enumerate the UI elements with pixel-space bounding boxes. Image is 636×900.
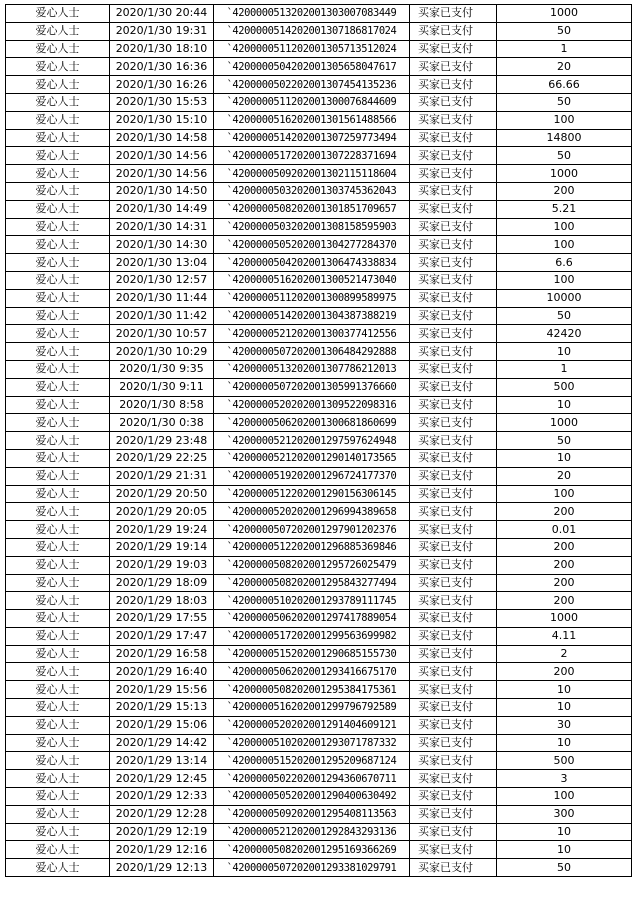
amount-cell: 1000 [497,610,632,628]
payment-time-cell: 2020/1/29 19:03 [110,556,214,574]
donor-name-cell: 爱心人士 [6,289,110,307]
table-row [6,111,632,129]
amount-cell: 20 [497,58,632,76]
amount-cell: 300 [497,805,632,823]
payment-status-cell: 买家已支付 [410,770,497,788]
payment-time-cell: 2020/1/30 14:50 [110,182,214,200]
payment-status-cell: 买家已支付 [410,147,497,165]
payment-status-cell: 买家已支付 [410,752,497,770]
amount-cell: 200 [497,556,632,574]
amount-cell: 50 [497,93,632,111]
amount-cell: 4.11 [497,627,632,645]
amount-cell: 100 [497,788,632,806]
donor-name-cell: 爱心人士 [6,111,110,129]
donor-name-cell: 爱心人士 [6,770,110,788]
payment-time-cell: 2020/1/30 14:58 [110,129,214,147]
table-row [6,200,632,218]
table-row [6,859,632,877]
payment-status-cell: 买家已支付 [410,699,497,717]
donor-name-cell: 爱心人士 [6,76,110,94]
table-row [6,556,632,574]
order-number-cell: `4200000508202001295843277494 [214,574,410,592]
payment-status-cell: 买家已支付 [410,841,497,859]
payment-time-cell: 2020/1/30 13:04 [110,254,214,272]
amount-cell: 50 [497,859,632,877]
order-number-cell: `4200000521202001300377412556 [214,325,410,343]
table-row [6,467,632,485]
order-number-cell: `4200000511202001305713512024 [214,40,410,58]
donor-name-cell: 爱心人士 [6,200,110,218]
donor-name-cell: 爱心人士 [6,841,110,859]
payment-time-cell: 2020/1/30 19:31 [110,22,214,40]
payment-time-cell: 2020/1/30 14:30 [110,236,214,254]
order-number-cell: `4200000513202001303007083449 [214,5,410,23]
order-number-cell: `4200000505202001304277284370 [214,236,410,254]
donor-name-cell: 爱心人士 [6,752,110,770]
payment-status-cell: 买家已支付 [410,432,497,450]
payment-status-cell: 买家已支付 [410,805,497,823]
table-row [6,378,632,396]
amount-cell: 10 [497,699,632,717]
amount-cell: 50 [497,432,632,450]
donor-name-cell: 爱心人士 [6,129,110,147]
payment-status-cell: 买家已支付 [410,182,497,200]
amount-cell: 50 [497,307,632,325]
donor-name-cell: 爱心人士 [6,22,110,40]
donor-name-cell: 爱心人士 [6,592,110,610]
order-number-cell: `4200000508202001295726025479 [214,556,410,574]
amount-cell: 10000 [497,289,632,307]
order-number-cell: `4200000515202001295209687124 [214,752,410,770]
payment-status-cell: 买家已支付 [410,538,497,556]
order-number-cell: `4200000508202001295169366269 [214,841,410,859]
table-row [6,147,632,165]
donor-name-cell: 爱心人士 [6,360,110,378]
payment-time-cell: 2020/1/30 10:29 [110,343,214,361]
donor-name-cell: 爱心人士 [6,343,110,361]
payment-time-cell: 2020/1/30 18:10 [110,40,214,58]
order-number-cell: `4200000517202001299563699982 [214,627,410,645]
payment-status-cell: 买家已支付 [410,449,497,467]
table-row [6,788,632,806]
payment-time-cell: 2020/1/29 17:47 [110,627,214,645]
amount-cell: 50 [497,147,632,165]
amount-cell: 1000 [497,414,632,432]
donor-name-cell: 爱心人士 [6,610,110,628]
donor-name-cell: 爱心人士 [6,699,110,717]
table-row [6,93,632,111]
donor-name-cell: 爱心人士 [6,5,110,23]
payment-status-cell: 买家已支付 [410,556,497,574]
payment-time-cell: 2020/1/29 20:50 [110,485,214,503]
payment-status-cell: 买家已支付 [410,859,497,877]
payment-status-cell: 买家已支付 [410,467,497,485]
table-row [6,218,632,236]
amount-cell: 42420 [497,325,632,343]
payment-status-cell: 买家已支付 [410,734,497,752]
donor-name-cell: 爱心人士 [6,645,110,663]
amount-cell: 50 [497,22,632,40]
amount-cell: 100 [497,271,632,289]
table-row [6,716,632,734]
order-number-cell: `4200000514202001307186817024 [214,22,410,40]
table-row [6,76,632,94]
payment-status-cell: 买家已支付 [410,165,497,183]
payment-time-cell: 2020/1/29 12:19 [110,823,214,841]
payment-status-cell: 买家已支付 [410,378,497,396]
payment-time-cell: 2020/1/29 12:28 [110,805,214,823]
payment-time-cell: 2020/1/29 13:14 [110,752,214,770]
order-number-cell: `4200000505202001290400630492 [214,788,410,806]
payment-status-cell: 买家已支付 [410,76,497,94]
payment-time-cell: 2020/1/30 16:36 [110,58,214,76]
payment-status-cell: 买家已支付 [410,218,497,236]
table-row [6,360,632,378]
payment-status-cell: 买家已支付 [410,236,497,254]
amount-cell: 500 [497,378,632,396]
payment-status-cell: 买家已支付 [410,663,497,681]
donor-name-cell: 爱心人士 [6,627,110,645]
order-number-cell: `4200000508202001295384175361 [214,681,410,699]
table-row [6,129,632,147]
payment-status-cell: 买家已支付 [410,93,497,111]
amount-cell: 10 [497,823,632,841]
donor-name-cell: 爱心人士 [6,325,110,343]
amount-cell: 200 [497,182,632,200]
payment-time-cell: 2020/1/29 18:09 [110,574,214,592]
payment-time-cell: 2020/1/30 20:44 [110,5,214,23]
amount-cell: 30 [497,716,632,734]
payment-status-cell: 买家已支付 [410,58,497,76]
order-number-cell: `4200000510202001293789111745 [214,592,410,610]
table-row [6,574,632,592]
order-number-cell: `4200000514202001307259773494 [214,129,410,147]
payment-time-cell: 2020/1/30 14:56 [110,165,214,183]
amount-cell: 3 [497,770,632,788]
order-number-cell: `4200000509202001302115118604 [214,165,410,183]
payment-status-cell: 买家已支付 [410,200,497,218]
table-row [6,165,632,183]
payment-time-cell: 2020/1/29 22:25 [110,449,214,467]
amount-cell: 1000 [497,5,632,23]
amount-cell: 10 [497,681,632,699]
table-row [6,699,632,717]
donor-name-cell: 爱心人士 [6,58,110,76]
donor-name-cell: 爱心人士 [6,396,110,414]
payment-time-cell: 2020/1/30 0:38 [110,414,214,432]
payment-time-cell: 2020/1/30 16:26 [110,76,214,94]
donor-name-cell: 爱心人士 [6,271,110,289]
payment-time-cell: 2020/1/29 21:31 [110,467,214,485]
payment-time-cell: 2020/1/29 19:24 [110,521,214,539]
order-number-cell: `4200000506202001293416675170 [214,663,410,681]
donor-name-cell: 爱心人士 [6,307,110,325]
amount-cell: 1 [497,360,632,378]
donation-records-table [5,4,632,877]
payment-time-cell: 2020/1/30 14:49 [110,200,214,218]
order-number-cell: `4200000521202001292843293136 [214,823,410,841]
table-row [6,449,632,467]
table-row [6,841,632,859]
donor-name-cell: 爱心人士 [6,859,110,877]
payment-status-cell: 买家已支付 [410,111,497,129]
amount-cell: 10 [497,841,632,859]
payment-time-cell: 2020/1/30 11:42 [110,307,214,325]
table-row [6,681,632,699]
payment-time-cell: 2020/1/29 15:56 [110,681,214,699]
donor-name-cell: 爱心人士 [6,414,110,432]
donor-name-cell: 爱心人士 [6,521,110,539]
order-number-cell: `4200000507202001305991376660 [214,378,410,396]
amount-cell: 10 [497,396,632,414]
amount-cell: 0.01 [497,521,632,539]
table-row [6,752,632,770]
table-row [6,22,632,40]
order-number-cell: `4200000517202001307228371694 [214,147,410,165]
table-body [6,5,632,877]
table-row [6,627,632,645]
payment-time-cell: 2020/1/30 14:56 [110,147,214,165]
table-row [6,182,632,200]
payment-status-cell: 买家已支付 [410,396,497,414]
payment-status-cell: 买家已支付 [410,325,497,343]
payment-time-cell: 2020/1/29 17:55 [110,610,214,628]
order-number-cell: `4200000521202001290140173565 [214,449,410,467]
table-row [6,823,632,841]
order-number-cell: `4200000520202001309522098316 [214,396,410,414]
order-number-cell: `4200000520202001291404609121 [214,716,410,734]
payment-time-cell: 2020/1/29 12:45 [110,770,214,788]
donor-name-cell: 爱心人士 [6,165,110,183]
payment-time-cell: 2020/1/30 12:57 [110,271,214,289]
order-number-cell: `4200000520202001296994389658 [214,503,410,521]
amount-cell: 200 [497,592,632,610]
order-number-cell: `4200000516202001299796792589 [214,699,410,717]
payment-status-cell: 买家已支付 [410,574,497,592]
amount-cell: 200 [497,538,632,556]
table-row [6,414,632,432]
order-number-cell: `4200000503202001303745362043 [214,182,410,200]
payment-status-cell: 买家已支付 [410,592,497,610]
payment-time-cell: 2020/1/30 9:11 [110,378,214,396]
order-number-cell: `4200000511202001300899589975 [214,289,410,307]
payment-time-cell: 2020/1/29 18:03 [110,592,214,610]
order-number-cell: `4200000516202001301561488566 [214,111,410,129]
payment-status-cell: 买家已支付 [410,40,497,58]
table-row [6,40,632,58]
amount-cell: 200 [497,663,632,681]
order-number-cell: `4200000506202001300681860699 [214,414,410,432]
amount-cell: 2 [497,645,632,663]
amount-cell: 5.21 [497,200,632,218]
payment-status-cell: 买家已支付 [410,610,497,628]
donor-name-cell: 爱心人士 [6,788,110,806]
table-row [6,58,632,76]
payment-status-cell: 买家已支付 [410,645,497,663]
payment-status-cell: 买家已支付 [410,414,497,432]
table-row [6,343,632,361]
donor-name-cell: 爱心人士 [6,663,110,681]
order-number-cell: `4200000512202001296885369846 [214,538,410,556]
order-number-cell: `4200000511202001300076844609 [214,93,410,111]
table-row [6,325,632,343]
payment-status-cell: 买家已支付 [410,343,497,361]
donor-name-cell: 爱心人士 [6,93,110,111]
table-row [6,5,632,23]
amount-cell: 1 [497,40,632,58]
order-number-cell: `4200000515202001290685155730 [214,645,410,663]
order-number-cell: `4200000516202001300521473040 [214,271,410,289]
donor-name-cell: 爱心人士 [6,236,110,254]
order-number-cell: `4200000502202001294360670711 [214,770,410,788]
table-row [6,770,632,788]
payment-time-cell: 2020/1/30 14:31 [110,218,214,236]
order-number-cell: `4200000510202001293071787332 [214,734,410,752]
payment-status-cell: 买家已支付 [410,289,497,307]
table-row [6,805,632,823]
payment-time-cell: 2020/1/29 12:16 [110,841,214,859]
donor-name-cell: 爱心人士 [6,716,110,734]
table-row [6,396,632,414]
table-row [6,236,632,254]
amount-cell: 10 [497,449,632,467]
table-row [6,734,632,752]
donor-name-cell: 爱心人士 [6,218,110,236]
donor-name-cell: 爱心人士 [6,681,110,699]
order-number-cell: `4200000512202001290156306145 [214,485,410,503]
table-row [6,521,632,539]
table-row [6,271,632,289]
order-number-cell: `4200000507202001306484292888 [214,343,410,361]
payment-status-cell: 买家已支付 [410,271,497,289]
amount-cell: 6.6 [497,254,632,272]
order-number-cell: `4200000519202001296724177370 [214,467,410,485]
order-number-cell: `4200000509202001295408113563 [214,805,410,823]
donor-name-cell: 爱心人士 [6,147,110,165]
amount-cell: 100 [497,485,632,503]
payment-time-cell: 2020/1/30 15:10 [110,111,214,129]
amount-cell: 200 [497,574,632,592]
payment-status-cell: 买家已支付 [410,485,497,503]
donor-name-cell: 爱心人士 [6,467,110,485]
table-row [6,663,632,681]
order-number-cell: `4200000506202001297417889054 [214,610,410,628]
table-row [6,592,632,610]
table-row [6,610,632,628]
payment-time-cell: 2020/1/29 23:48 [110,432,214,450]
payment-status-cell: 买家已支付 [410,254,497,272]
order-number-cell: `4200000507202001297901202376 [214,521,410,539]
payment-status-cell: 买家已支付 [410,22,497,40]
payment-status-cell: 买家已支付 [410,788,497,806]
payment-time-cell: 2020/1/29 14:42 [110,734,214,752]
order-number-cell: `4200000513202001307786212013 [214,360,410,378]
donor-name-cell: 爱心人士 [6,485,110,503]
table-row [6,307,632,325]
order-number-cell: `4200000504202001306474338834 [214,254,410,272]
amount-cell: 20 [497,467,632,485]
order-number-cell: `4200000521202001297597624948 [214,432,410,450]
donor-name-cell: 爱心人士 [6,823,110,841]
table-row [6,432,632,450]
donor-name-cell: 爱心人士 [6,432,110,450]
table-row [6,485,632,503]
donor-name-cell: 爱心人士 [6,574,110,592]
amount-cell: 66.66 [497,76,632,94]
order-number-cell: `4200000502202001307454135236 [214,76,410,94]
table-row [6,538,632,556]
payment-status-cell: 买家已支付 [410,307,497,325]
order-number-cell: `4200000504202001305658047617 [214,58,410,76]
amount-cell: 10 [497,343,632,361]
donor-name-cell: 爱心人士 [6,378,110,396]
payment-status-cell: 买家已支付 [410,681,497,699]
payment-time-cell: 2020/1/29 15:13 [110,699,214,717]
table-row [6,289,632,307]
donor-name-cell: 爱心人士 [6,556,110,574]
payment-status-cell: 买家已支付 [410,627,497,645]
payment-time-cell: 2020/1/29 12:13 [110,859,214,877]
table-row [6,645,632,663]
donor-name-cell: 爱心人士 [6,182,110,200]
payment-status-cell: 买家已支付 [410,129,497,147]
payment-time-cell: 2020/1/30 11:44 [110,289,214,307]
payment-status-cell: 买家已支付 [410,716,497,734]
payment-time-cell: 2020/1/29 19:14 [110,538,214,556]
table-row [6,503,632,521]
payment-time-cell: 2020/1/29 16:40 [110,663,214,681]
order-number-cell: `4200000508202001301851709657 [214,200,410,218]
amount-cell: 100 [497,218,632,236]
payment-time-cell: 2020/1/30 10:57 [110,325,214,343]
payment-time-cell: 2020/1/30 9:35 [110,360,214,378]
payment-time-cell: 2020/1/29 15:06 [110,716,214,734]
donor-name-cell: 爱心人士 [6,538,110,556]
payment-time-cell: 2020/1/30 8:58 [110,396,214,414]
order-number-cell: `4200000514202001304387388219 [214,307,410,325]
payment-status-cell: 买家已支付 [410,5,497,23]
amount-cell: 10 [497,734,632,752]
payment-status-cell: 买家已支付 [410,360,497,378]
payment-time-cell: 2020/1/29 20:05 [110,503,214,521]
amount-cell: 200 [497,503,632,521]
donor-name-cell: 爱心人士 [6,40,110,58]
amount-cell: 500 [497,752,632,770]
donor-name-cell: 爱心人士 [6,449,110,467]
payment-time-cell: 2020/1/29 16:58 [110,645,214,663]
order-number-cell: `4200000503202001308158595903 [214,218,410,236]
donor-name-cell: 爱心人士 [6,254,110,272]
donor-name-cell: 爱心人士 [6,805,110,823]
order-number-cell: `4200000507202001293381029791 [214,859,410,877]
payment-time-cell: 2020/1/29 12:33 [110,788,214,806]
payment-time-cell: 2020/1/30 15:53 [110,93,214,111]
payment-status-cell: 买家已支付 [410,521,497,539]
amount-cell: 1000 [497,165,632,183]
amount-cell: 14800 [497,129,632,147]
donor-name-cell: 爱心人士 [6,734,110,752]
amount-cell: 100 [497,236,632,254]
donor-name-cell: 爱心人士 [6,503,110,521]
payment-status-cell: 买家已支付 [410,823,497,841]
amount-cell: 100 [497,111,632,129]
table-row [6,254,632,272]
payment-status-cell: 买家已支付 [410,503,497,521]
